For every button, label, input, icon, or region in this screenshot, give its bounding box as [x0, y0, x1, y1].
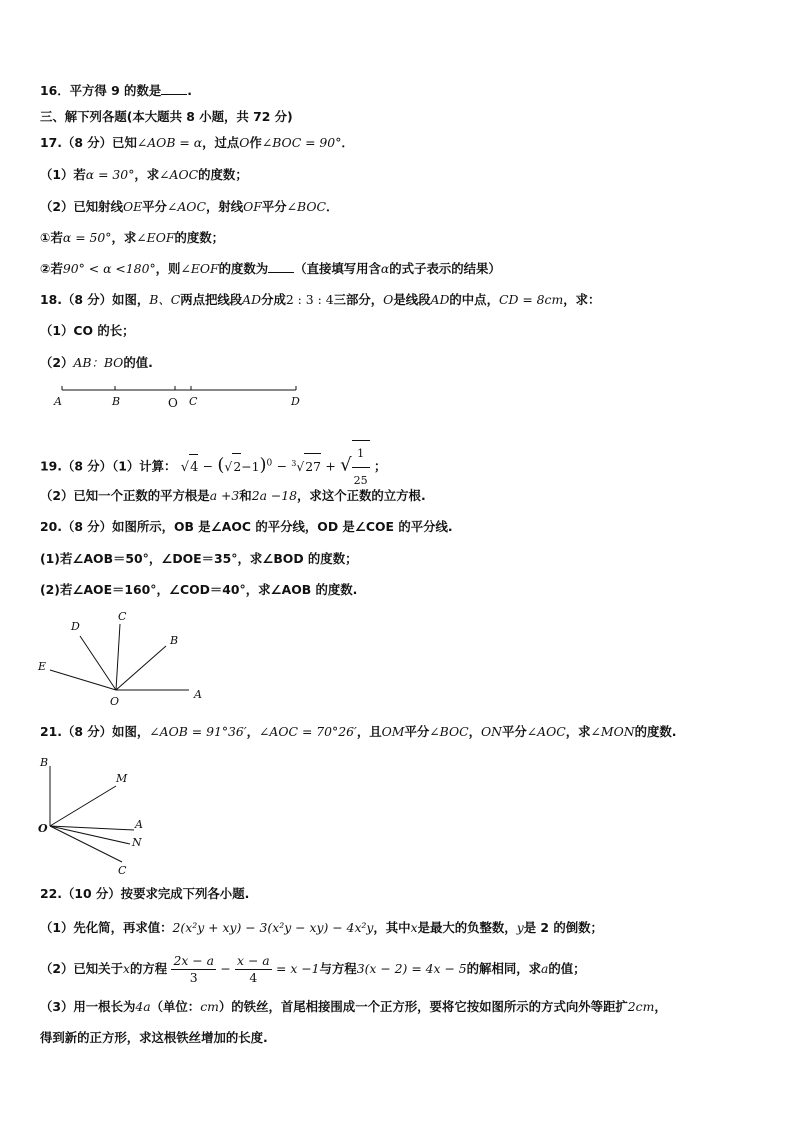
q21-angle-figure	[34, 752, 164, 880]
ray-label-c: C	[118, 864, 127, 877]
point-label-d: D	[291, 395, 300, 408]
q18-part2: （2）AB：BO的值.	[40, 355, 153, 370]
vertex-label-o: O	[38, 822, 48, 835]
q16-text: 16．平方得 9 的数是	[40, 83, 162, 98]
section-title: 三、解下列各题(本大题共 8 小题，共 72 分)	[40, 109, 293, 124]
q18-head: 18.（8 分）如图，B、C两点把线段AD分成2 : 3 : 4三部分，O是线段AD的中点，CD = 8cm，求：	[40, 292, 601, 307]
q17-sub1: ①若α = 50°，求∠EOF的度数；	[40, 230, 225, 245]
ray-label-c: C	[118, 610, 127, 623]
q16: 16．平方得 9 的数是 .	[40, 83, 192, 98]
answer-blank	[268, 260, 294, 273]
q22-part3-line2: 得到新的正方形，求这根铁丝增加的长度.	[40, 1030, 268, 1045]
q17-part2: （2）已知射线OE平分∠AOC，射线OF平分∠BOC．	[40, 199, 339, 214]
answer-blank	[161, 82, 187, 95]
q18-part1: （1）CO 的长；	[40, 323, 135, 338]
q19-head: 19.（8 分）（1）计算： $√4 - (√2-1)^0 - ^3√27$ + √ $\frac{1}{25}$ ；	[40, 440, 386, 494]
ray-label-b: B	[40, 756, 49, 769]
ray-label-e: E	[38, 660, 47, 673]
q22-part1: （1）先化简，再求值：2(x²y + xy) − 3(x²y − xy) − 4x²y，其中x是最大的负整数，y是 2 的倒数；	[40, 920, 603, 935]
q22-part3: （3）用一根长为4a（单位：cm）的铁丝，首尾相接围成一个正方形，要将它按如图所示的方式向外等距扩2cm，	[40, 999, 667, 1014]
ray-label-n: N	[132, 836, 142, 849]
q17-head: 17.（8 分）已知∠AOB = α，过点O作∠BOC = 90°．	[40, 135, 354, 150]
ray-label-b: B	[170, 634, 179, 647]
q17-part1: （1）若α = 30°，求∠AOC的度数；	[40, 167, 248, 182]
q21-head: 21.（8 分）如图，∠AOB = 91°36′，∠AOC = 70°26′，且OM平分∠BOC，ON平分∠AOC，求∠MON的度数.	[40, 724, 677, 739]
point-label-b: B	[112, 395, 121, 408]
fraction-1: $\frac{2x - a}{3}$	[173, 953, 214, 985]
point-label-a: A	[54, 395, 62, 408]
ray-label-a: A	[135, 818, 143, 831]
ray-label-a: A	[194, 688, 202, 701]
q19-part2: （2）已知一个正数的平方根是a +3和2a −18，求这个正数的立方根.	[40, 488, 426, 503]
q20-head: 20.（8 分）如图所示，OB 是∠AOC 的平分线，OD 是∠COE 的平分线.	[40, 519, 453, 534]
q20-part1: (1)若∠AOB＝50°，∠DOE＝35°，求∠BOD 的度数；	[40, 551, 358, 566]
fraction-2: $\frac{x - a}{4}$	[237, 953, 270, 985]
ray-label-d: D	[71, 620, 80, 633]
q17-sub2: ②若90° < α <180°，则∠EOF的度数为 （直接填写用含α的式子表示的结果）	[40, 261, 501, 276]
q18-segment-figure	[44, 382, 314, 412]
point-label-c: C	[189, 395, 198, 408]
point-label-o: O	[168, 396, 178, 410]
q20-angle-figure	[34, 606, 214, 710]
vertex-label-o: O	[110, 695, 120, 708]
q22-head: 22.（10 分）按要求完成下列各小题.	[40, 886, 250, 901]
ray-label-m: M	[116, 772, 128, 785]
q20-part2: (2)若∠AOE＝160°，∠COD＝40°，求∠AOB 的度数.	[40, 582, 358, 597]
q22-part2: （2）已知关于x的方程 $\frac{2x - a}{3}$ − $\frac{x - a}{4}$ = x −1与方程3(x − 2) = 4x − 5的解相同，求a的值；	[40, 953, 586, 985]
